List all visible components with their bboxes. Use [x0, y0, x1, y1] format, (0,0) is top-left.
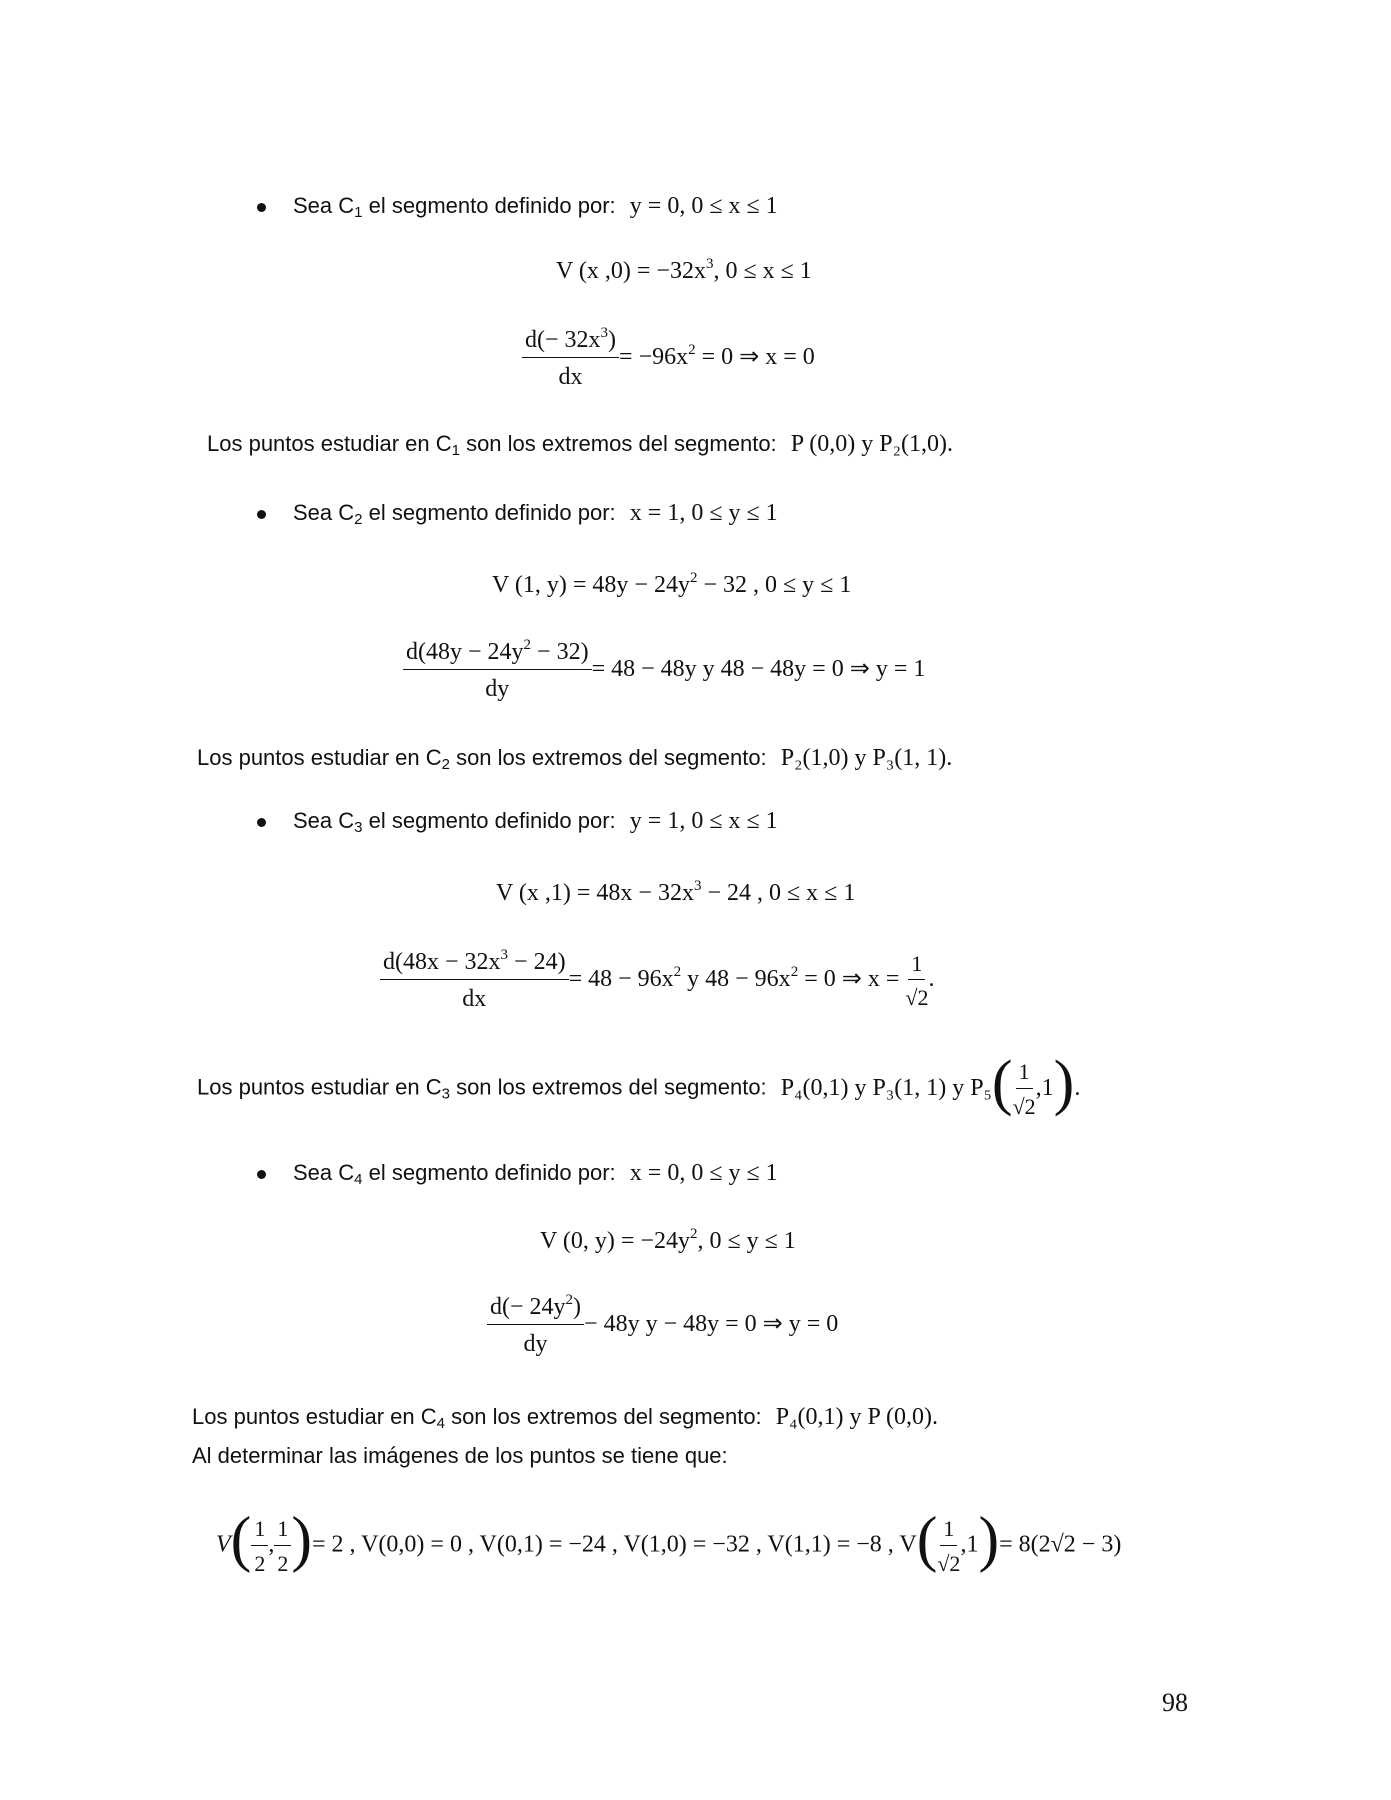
- heading-rest: el segmento definido por:: [362, 500, 616, 525]
- frac-den: dy: [523, 1331, 548, 1357]
- subscript: 3: [441, 1085, 450, 1103]
- points-math: P (0,0) y P₂(1,0).: [790, 431, 953, 457]
- derivative-rest: = −96x: [619, 344, 689, 371]
- s2-derivative: [403, 637, 925, 704]
- page-number: 98: [1162, 1688, 1188, 1717]
- frac-num: 1: [251, 1515, 268, 1546]
- derivative-tail: = 0 ⇒ x =: [798, 966, 900, 993]
- points-math: P₄(0,1) y P (0,0).: [775, 1404, 938, 1430]
- heading-math: x = 1, 0 ≤ y ≤ 1: [629, 500, 778, 526]
- one-over-root-two: [905, 950, 928, 1012]
- frac-num-close: − 24): [508, 949, 566, 975]
- heading-text: Sea C: [293, 808, 355, 833]
- section-1-heading: [293, 193, 778, 221]
- frac-den: 2: [277, 1550, 289, 1576]
- heading-text: Sea C: [293, 193, 355, 218]
- points-math: P₄(0,1) y P₃(1, 1) y P₅: [780, 1074, 992, 1101]
- eq-text: V (x ,1) = 48x − 32x: [496, 880, 694, 906]
- points-text: Los puntos estudiar en C: [192, 1404, 437, 1429]
- exponent: 2: [673, 964, 682, 981]
- frac-num: 1: [274, 1515, 291, 1546]
- s4-points: [192, 1404, 938, 1432]
- exponent: 2: [565, 1292, 574, 1308]
- s2-equation: [492, 572, 851, 599]
- final-values: V( $\frac{1}{2}$ , $\frac{1}{2}$ )= 2 , V(0,0) = 0 , V(0,1) = −24 , V(1,0) = −32 , V(1,1) = −8 , V( $\frac{1}{√2}$ ,1)= 8(2√2 − 3): [216, 1505, 1122, 1576]
- subscript: 1: [451, 442, 460, 459]
- eq-tail: , 0 ≤ x ≤ 1: [713, 258, 812, 284]
- frac-den: dx: [462, 986, 487, 1012]
- frac-num-close: ): [608, 327, 617, 353]
- points-rest: son los extremos del segmento:: [449, 1074, 767, 1100]
- derivative-fraction: [380, 947, 569, 1014]
- eq-text: V (0, y) = −24y: [540, 1228, 690, 1254]
- s3-equation: [496, 880, 855, 907]
- exponent: 2: [790, 964, 799, 981]
- heading-text: Sea C: [293, 1160, 355, 1185]
- section-3-heading: [293, 808, 778, 836]
- paren: (: [230, 1505, 252, 1574]
- eq-tail: − 24 , 0 ≤ x ≤ 1: [701, 880, 856, 906]
- subscript: 4: [354, 1171, 363, 1188]
- v-symbol: V: [216, 1531, 231, 1558]
- paren: (: [916, 1505, 938, 1574]
- exponent: 2: [689, 1226, 698, 1242]
- frac-den: √2: [1012, 1093, 1036, 1119]
- p5-fraction: [1013, 1058, 1036, 1120]
- points-rest: son los extremos del segmento:: [444, 1404, 762, 1429]
- points-text: Los puntos estudiar en C: [207, 431, 452, 456]
- section-2-heading: [293, 500, 778, 528]
- heading-rest: el segmento definido por:: [362, 808, 616, 833]
- eq-text: V (x ,0) = −32x: [556, 258, 706, 284]
- exponent: 2: [523, 637, 532, 653]
- eq-tail: − 32 , 0 ≤ y ≤ 1: [697, 572, 852, 598]
- exponent: 2: [688, 342, 696, 359]
- exponent: 2: [689, 570, 698, 586]
- subscript: 1: [354, 204, 363, 221]
- subscript: 3: [354, 819, 363, 836]
- paren: ): [291, 1505, 312, 1574]
- paren: ): [1053, 1048, 1075, 1117]
- frac-num-close: ): [573, 1294, 582, 1320]
- points-text: Los puntos estudiar en C: [197, 1074, 442, 1100]
- s4-equation: [540, 1228, 796, 1255]
- p5-tail: ,1: [1035, 1074, 1054, 1101]
- conclusion-text: Al determinar las imágenes de los puntos se tiene que:: [192, 1443, 728, 1468]
- derivative-fraction: [403, 637, 592, 704]
- heading-text: Sea C: [293, 500, 355, 525]
- paren: (: [991, 1048, 1013, 1117]
- frac-den: dy: [485, 676, 510, 702]
- derivative-rest: − 48y y − 48y = 0 ⇒ y = 0: [584, 1311, 839, 1338]
- frac-num: 1: [908, 950, 925, 981]
- s2-points: [197, 745, 952, 773]
- frac-num: d(48y − 24y: [406, 639, 524, 665]
- points-rest: son los extremos del segmento:: [449, 745, 767, 770]
- derivative-rest: = 48 − 48y y 48 − 48y = 0 ⇒ y = 1: [591, 656, 926, 683]
- root-fraction: [937, 1515, 960, 1577]
- half-fraction: [274, 1515, 291, 1577]
- values-list: = 2 , V(0,0) = 0 , V(0,1) = −24 , V(1,0) = −32 , V(1,1) = −8 , V: [311, 1531, 917, 1558]
- section-4-heading: [293, 1160, 778, 1188]
- heading-rest: el segmento definido por:: [362, 1160, 616, 1185]
- frac-den: √2: [905, 985, 929, 1010]
- paren: ): [978, 1505, 1000, 1574]
- bullet: [257, 1170, 266, 1179]
- eq-tail: , 0 ≤ y ≤ 1: [697, 1228, 796, 1254]
- s4-derivative: [487, 1292, 838, 1359]
- bullet: [257, 203, 266, 212]
- exponent: 3: [600, 325, 609, 341]
- exponent: 3: [500, 947, 509, 963]
- heading-math: y = 0, 0 ≤ x ≤ 1: [629, 193, 778, 219]
- s1-equation: [556, 258, 812, 285]
- derivative-mid: y 48 − 96x: [681, 966, 791, 993]
- s1-points: [207, 431, 953, 459]
- heading-rest: el segmento definido por:: [362, 193, 616, 218]
- eq-text: V (1, y) = 48y − 24y: [492, 572, 690, 598]
- frac-den: 2: [254, 1550, 266, 1576]
- frac-num-close: − 32): [531, 639, 589, 665]
- frac-den: dx: [558, 364, 583, 390]
- frac-num: d(− 32x: [525, 327, 601, 353]
- derivative-rest: = 48 − 96x: [568, 966, 674, 993]
- subscript: 2: [441, 756, 450, 773]
- frac-num: 1: [1016, 1058, 1033, 1089]
- frac-num: d(− 24y: [490, 1294, 566, 1320]
- frac-num: 1: [940, 1515, 957, 1546]
- derivative-fraction: [522, 325, 619, 392]
- exponent: 3: [705, 256, 714, 272]
- points-text: Los puntos estudiar en C: [197, 745, 442, 770]
- heading-math: x = 0, 0 ≤ y ≤ 1: [629, 1160, 778, 1186]
- derivative-fraction: [487, 1292, 584, 1359]
- values-result: = 8(2√2 − 3): [999, 1531, 1122, 1558]
- s3-points: Los puntos estudiar en $C_3$ son los extremos del segmento: P₄(0,1) y P₃(1, 1) y P₅( $\frac{1}{√2}$ ,1).: [197, 1048, 1081, 1119]
- half-fraction: [251, 1515, 268, 1577]
- values-tail: ,1: [960, 1531, 979, 1558]
- exponent: 3: [693, 878, 702, 894]
- subscript: 4: [436, 1415, 445, 1432]
- s1-derivative: [522, 325, 815, 392]
- frac-num: d(48x − 32x: [383, 949, 501, 975]
- bullet: [257, 818, 266, 827]
- points-rest: son los extremos del segmento:: [459, 431, 777, 456]
- subscript: 2: [354, 511, 363, 528]
- derivative-tail: = 0 ⇒ x = 0: [695, 344, 815, 371]
- frac-den: √2: [937, 1550, 961, 1576]
- bullet: [257, 510, 266, 519]
- heading-math: y = 1, 0 ≤ x ≤ 1: [629, 808, 778, 834]
- s3-derivative: $\frac{d(48x - 32x^3 - 24)}{dx}$ = $48 - 96x^2$ y $48 - 96x^2 = 0$ ⇒ x = $\frac{1}{√2}$ .: [380, 947, 934, 1014]
- points-math: P₂(1,0) y P₃(1, 1).: [780, 745, 953, 771]
